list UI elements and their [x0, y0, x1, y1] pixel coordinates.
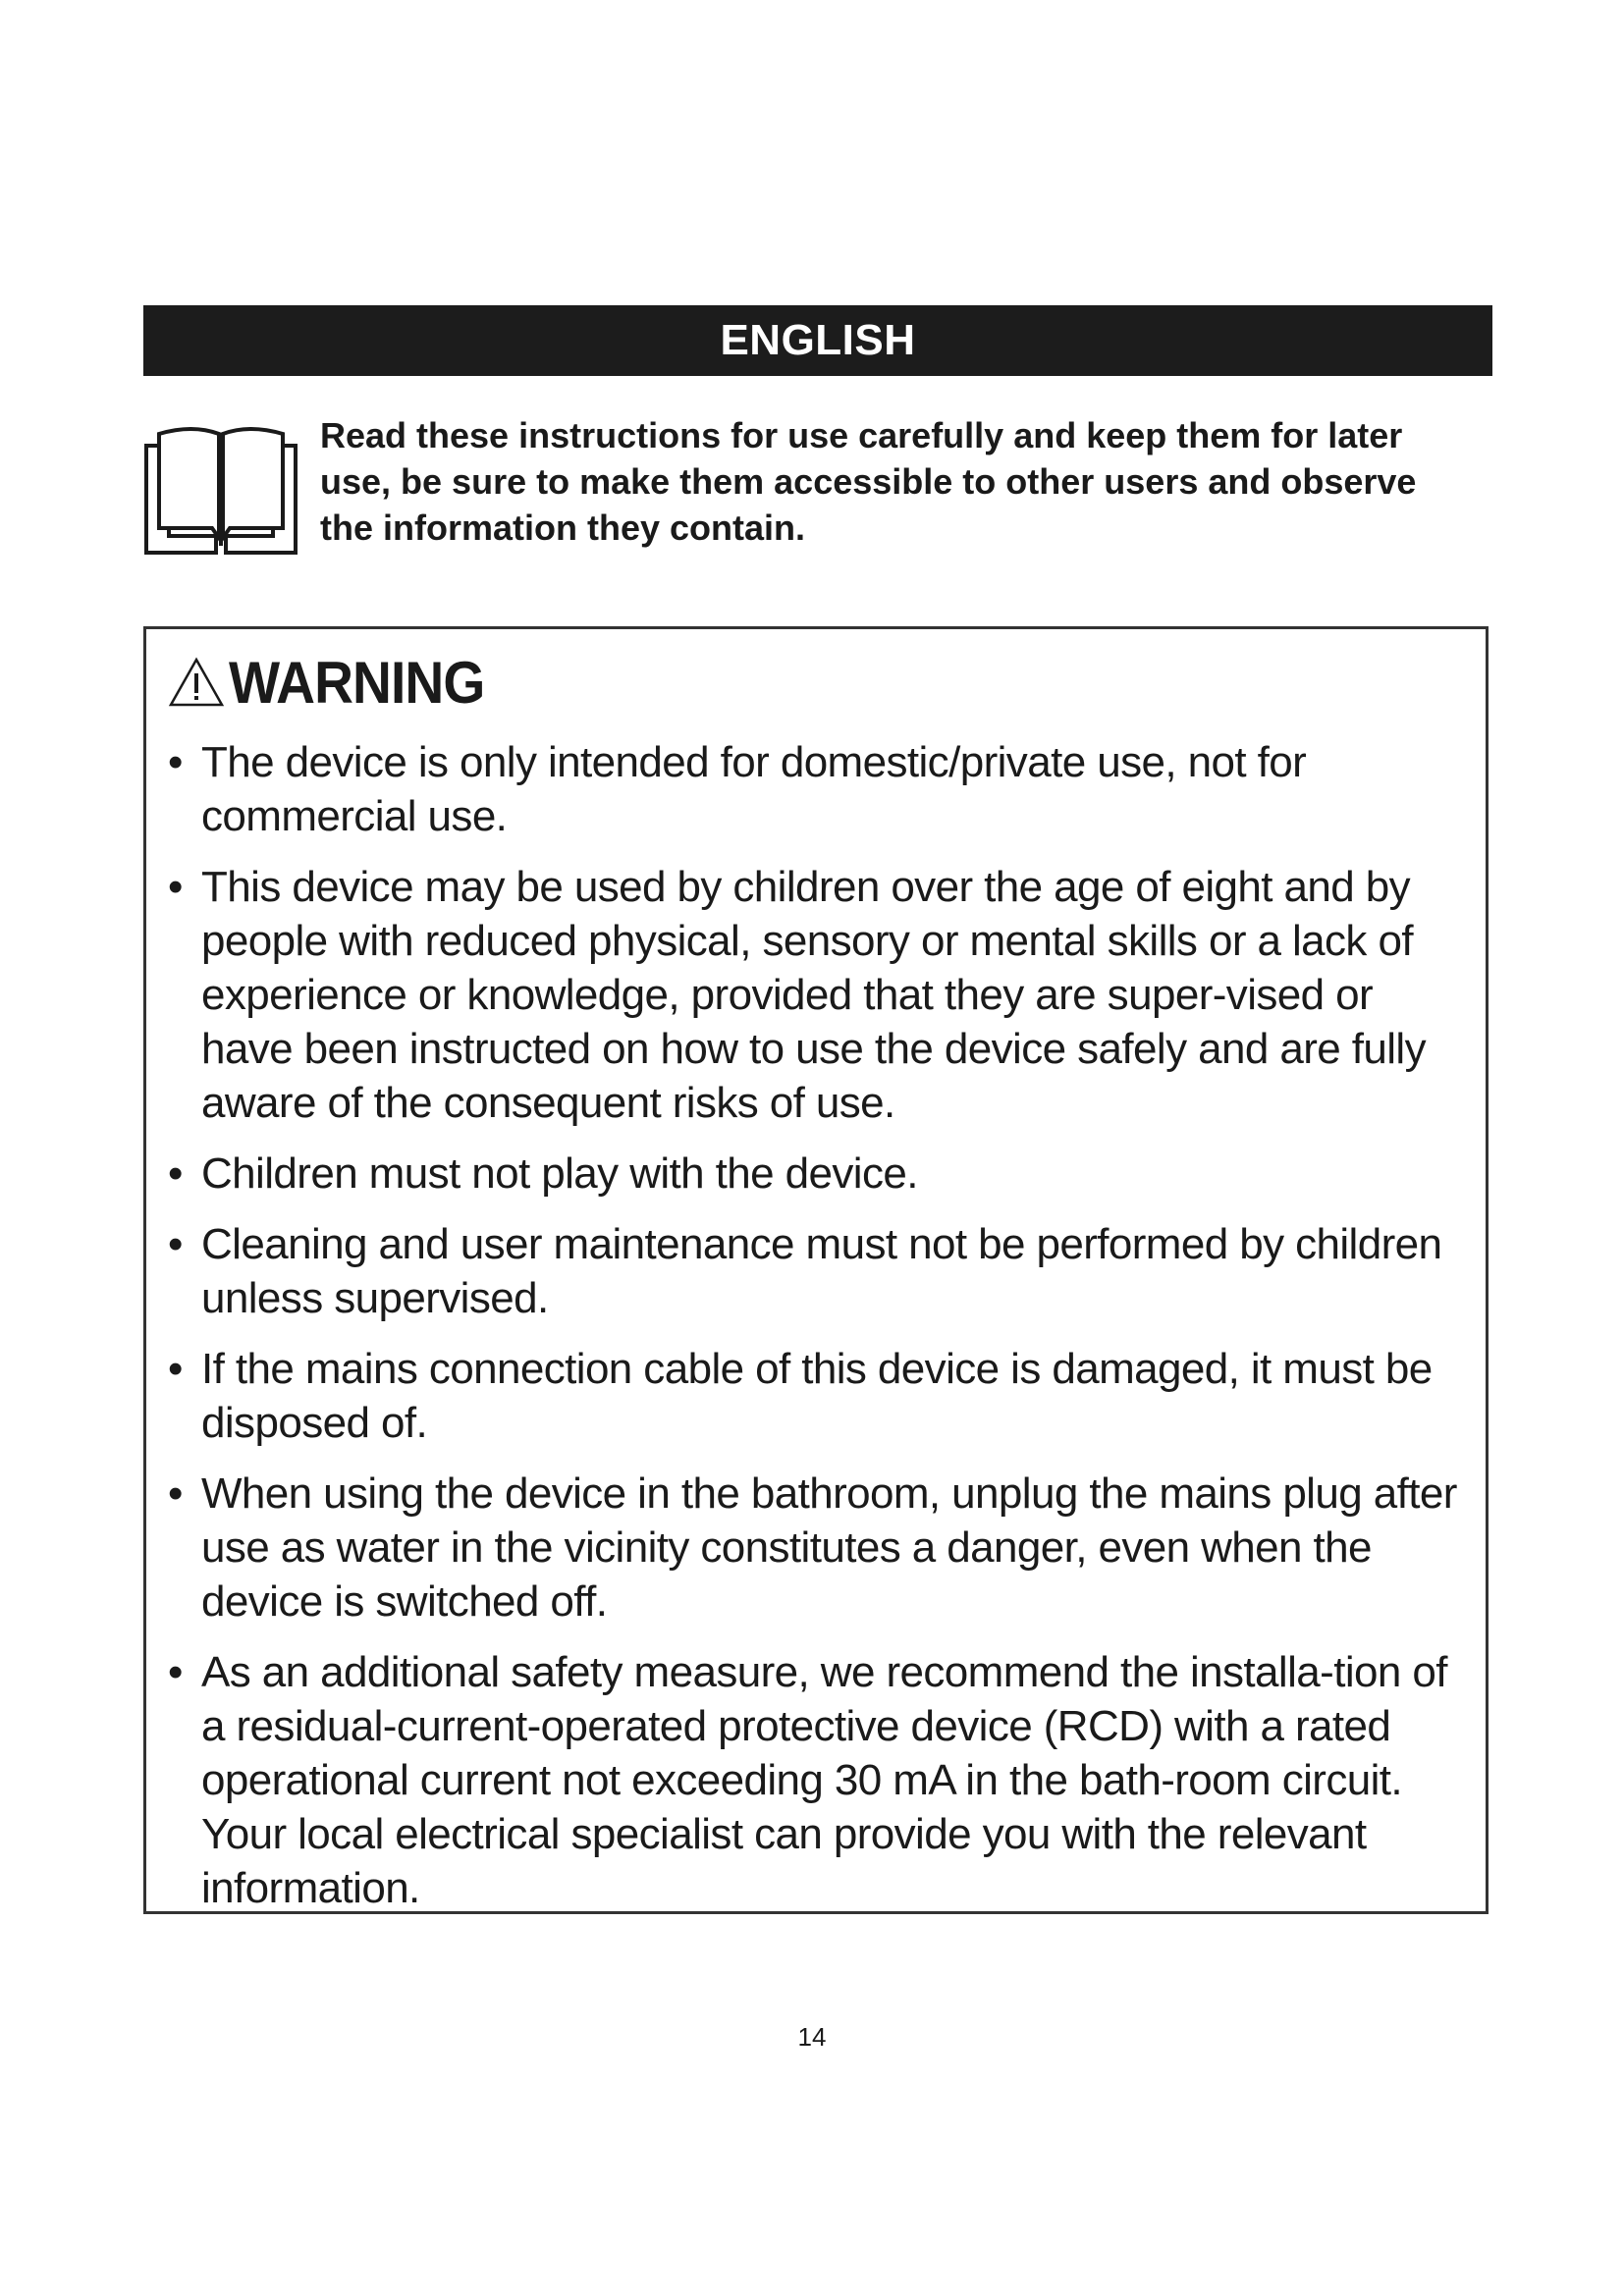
bullet-icon: •: [168, 1220, 183, 1268]
bullet-icon: •: [168, 1469, 183, 1518]
warning-item-text: Children must not play with the device.: [201, 1149, 918, 1198]
warning-item-text: The device is only intended for domestic/private use, not for commercial use.: [201, 738, 1307, 840]
intro-line: Read these instructions for use carefully and keep them for later: [320, 415, 1403, 455]
language-label: ENGLISH: [720, 316, 916, 364]
intro-instructions: [320, 412, 1498, 551]
intro-line: use, be sure to make them accessible to other users and observe: [320, 461, 1417, 502]
warning-item-text: If the mains connection cable of this device is damaged, it must be disposed of.: [201, 1345, 1433, 1447]
warning-item: [168, 1645, 1474, 1915]
bullet-icon: •: [168, 1648, 183, 1696]
warning-item-text: This device may be used by children over the age of eight and by people with reduced physical, sensory or mental skills or a lack of experience or knowledge, provided that they are super-vised or have been instructed on how to use the device safely and are fully aware of the consequent risks of use.: [201, 863, 1426, 1127]
bullet-icon: •: [168, 1345, 183, 1393]
language-header-bar: [143, 305, 1492, 376]
open-book-icon: [143, 420, 298, 556]
warning-list: [168, 735, 1474, 1932]
warning-item: [168, 1467, 1474, 1629]
bullet-icon: •: [168, 738, 183, 786]
intro-section: [143, 412, 1494, 560]
warning-item: [168, 860, 1474, 1130]
warning-heading: [168, 647, 507, 718]
page-number: 14: [797, 2022, 827, 2052]
intro-line: the information they contain.: [320, 507, 806, 548]
warning-triangle-icon: [168, 657, 225, 708]
warning-item-text: Cleaning and user maintenance must not be performed by children unless supervised.: [201, 1220, 1442, 1322]
warning-item: [168, 735, 1474, 843]
warning-item: [168, 1217, 1474, 1325]
warning-title: WARNING: [229, 649, 485, 716]
warning-item-text: When using the device in the bathroom, unplug the mains plug after use as water in the vicinity constitutes a danger, even when the device is switched off.: [201, 1469, 1457, 1626]
warning-box: [143, 626, 1489, 1914]
bullet-icon: •: [168, 1149, 183, 1198]
warning-item: [168, 1342, 1474, 1450]
warning-item-text: As an additional safety measure, we recommend the installa-tion of a residual-current-operated protective device (RCD) with a rated operational current not exceeding 30 mA in the bath-room circuit. Your local electrical specialist can provide you with the relevant information.: [201, 1648, 1447, 1912]
warning-item: [168, 1147, 1474, 1201]
bullet-icon: •: [168, 863, 183, 911]
